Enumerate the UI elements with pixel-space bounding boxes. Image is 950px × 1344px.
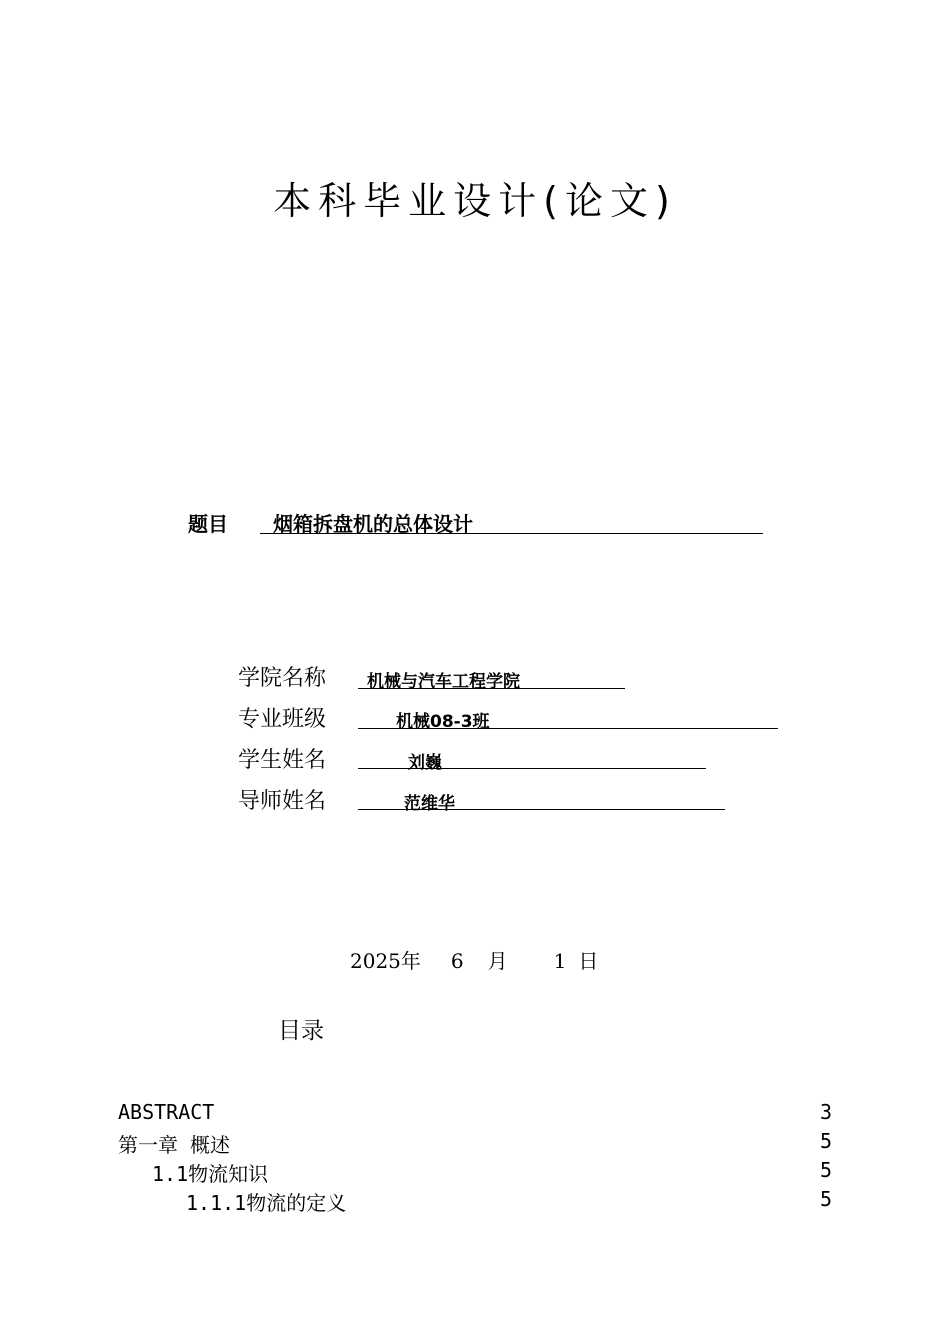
toc-entry-page: 5 <box>819 1129 832 1153</box>
toc-entry-label: 第一章 概述 <box>118 1133 231 1157</box>
toc-entry-label: ABSTRACT <box>118 1100 215 1124</box>
date-day: 1 <box>553 949 567 973</box>
date-month-unit: 月 <box>487 949 508 973</box>
major-class-label: 专业班级 <box>238 707 327 732</box>
date-year: 2025 <box>350 949 401 973</box>
student-name-label: 学生姓名 <box>238 748 327 773</box>
date-year-unit: 年 <box>400 949 421 973</box>
toc-title: 目录 <box>278 1018 324 1044</box>
toc-entry <box>118 1187 832 1215</box>
topic-label: 题目 <box>188 512 228 536</box>
toc-entry-page: 5 <box>819 1158 832 1182</box>
student-name-value: 刘巍 <box>408 753 442 773</box>
toc-entry-label: 1.1.1物流的定义 <box>186 1191 347 1215</box>
college-name-value: 机械与汽车工程学院 <box>367 672 520 692</box>
advisor-name-label: 导师姓名 <box>238 789 327 814</box>
cover-date <box>350 945 598 974</box>
topic-value: 烟箱拆盘机的总体设计 <box>273 512 473 536</box>
date-day-unit: 日 <box>578 949 599 973</box>
advisor-name-value: 范维华 <box>404 794 455 814</box>
college-name-label: 学院名称 <box>238 666 327 691</box>
thesis-cover-title: 本科毕业设计(论文) <box>273 179 677 223</box>
date-month: 6 <box>450 949 464 973</box>
major-class-value: 机械08-3班 <box>396 712 490 732</box>
toc-entry <box>118 1129 832 1157</box>
toc-entry-page: 3 <box>819 1100 832 1124</box>
toc-entry-page: 5 <box>819 1187 832 1211</box>
toc-entry-label: 1.1物流知识 <box>152 1162 269 1186</box>
toc-entry <box>118 1100 832 1128</box>
toc-entry <box>118 1158 832 1186</box>
